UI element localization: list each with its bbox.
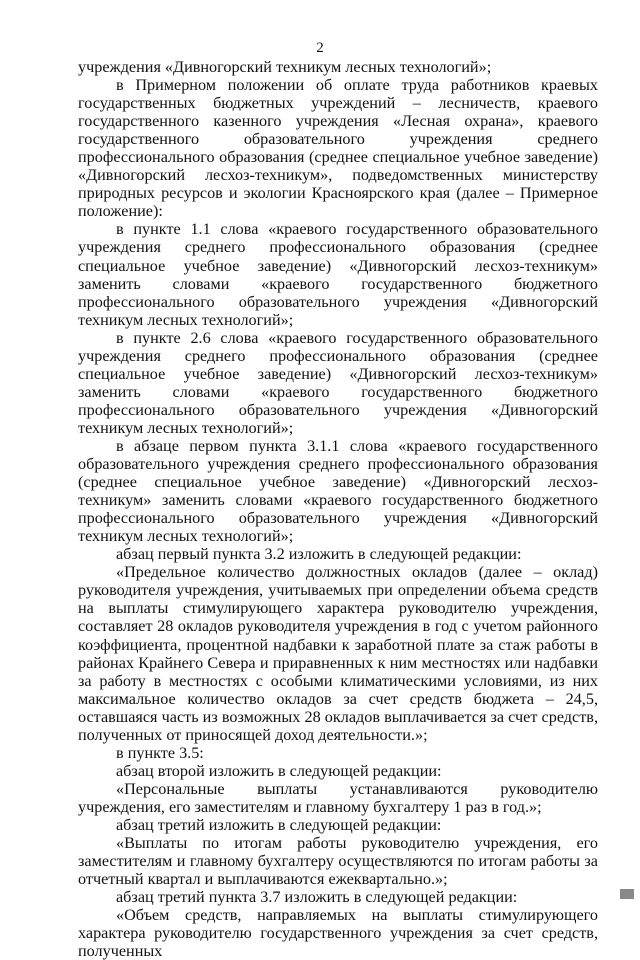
paragraph-example-regulation: в Примерном положении об оплате труда работников краевых государственных бюджетных учреждений – лесничеств, краевого государственного казенного учреждения «Лесная охрана», краевого государственного образовательного учреждения среднего профессионального образования (среднее специальное учебное заведение) «Дивногорский лесхоз-техникум», подведомственных министерству природных ресурсов и экологии Красноярского края (далее – Примерное положение):	[78, 76, 598, 221]
paragraph-item-3-7-text: «Объем средств, направляемых на выплаты стимулирующего характера руководителю государственного учреждения за счет средств, полученных	[78, 906, 598, 960]
paragraph-item-2-6: в пункте 2.6 слова «краевого государственного образовательного учреждения среднего профессионального образования (среднее специальное учебное заведение) «Дивногорский лесхоз-техникум» заменить словами «краевого государственного бюджетного профессионального образовательного учреждения «Дивногорский техникум лесных технологий»;	[78, 328, 598, 437]
paragraph-item-3-5: в пункте 3.5:	[116, 743, 204, 762]
paragraph-continuation: учреждения «Дивногорский техникум лесных технологий»;	[78, 58, 492, 76]
page-number: 2	[316, 40, 324, 56]
paragraph-item-3-1-1: в абзаце первом пункта 3.1.1 слова «краевого государственного образовательного учреждения среднего профессионального образования (среднее специальное учебное заведение) «Дивногорский лесхоз-техникум» заменить словами «краевого государственного бюджетного профессионального образовательного учреждения «Дивногорский техникум лесных технологий»;	[78, 436, 598, 546]
paragraph-item-3-2-text: «Предельное количество должностных окладов (далее – оклад) руководителя учреждения, учитываемых при определении объема средств на выплаты стимулирующего характера руководителю учреждения, составляет 28 окладов руководителя учреждения в год с учетом районного коэффициента, процентной надбавки к заработной плате за стаж работы в районах Крайнего Севера и приравненных к ним местностях или надбавки за работу в местностях с особыми климатическими условиями, из них максимальное количество окладов за счет средств бюджета – 24,5, оставшаяся часть из возможных 28 окладов выплачивается за счет средств, полученных от приносящей доход деятельности.»;	[78, 563, 598, 744]
document-body	[78, 58, 598, 960]
paragraph-item-3-5-second-intro: абзац второй изложить в следующей редакции:	[116, 761, 442, 780]
paragraph-item-3-5-third-intro: абзац третий изложить в следующей редакции:	[116, 815, 442, 834]
scan-artifact	[620, 889, 634, 899]
paragraph-item-3-5-third-text: «Выплаты по итогам работы руководителю учреждения, его заместителям и главному бухгалтеру осуществляются по итогам работы за отчетный квартал и выплачиваются ежеквартально.»;	[78, 834, 598, 889]
paragraph-item-3-5-second-text: «Персональные выплаты устанавливаются руководителю учреждения, его заместителям и главному бухгалтеру 1 раз в год.»;	[78, 779, 598, 816]
paragraph-item-3-2-intro: абзац первый пункта 3.2 изложить в следующей редакции:	[116, 545, 522, 564]
paragraph-item-1-1: в пункте 1.1 слова «краевого государственного образовательного учреждения среднего профессионального образования (среднее специальное учебное заведение) «Дивногорский лесхоз-техникум» заменить словами «краевого государственного бюджетного профессионального образовательного учреждения «Дивногорский техникум лесных технологий»;	[78, 220, 598, 329]
paragraph-item-3-7-intro: абзац третий пункта 3.7 изложить в следующей редакции:	[116, 888, 518, 907]
